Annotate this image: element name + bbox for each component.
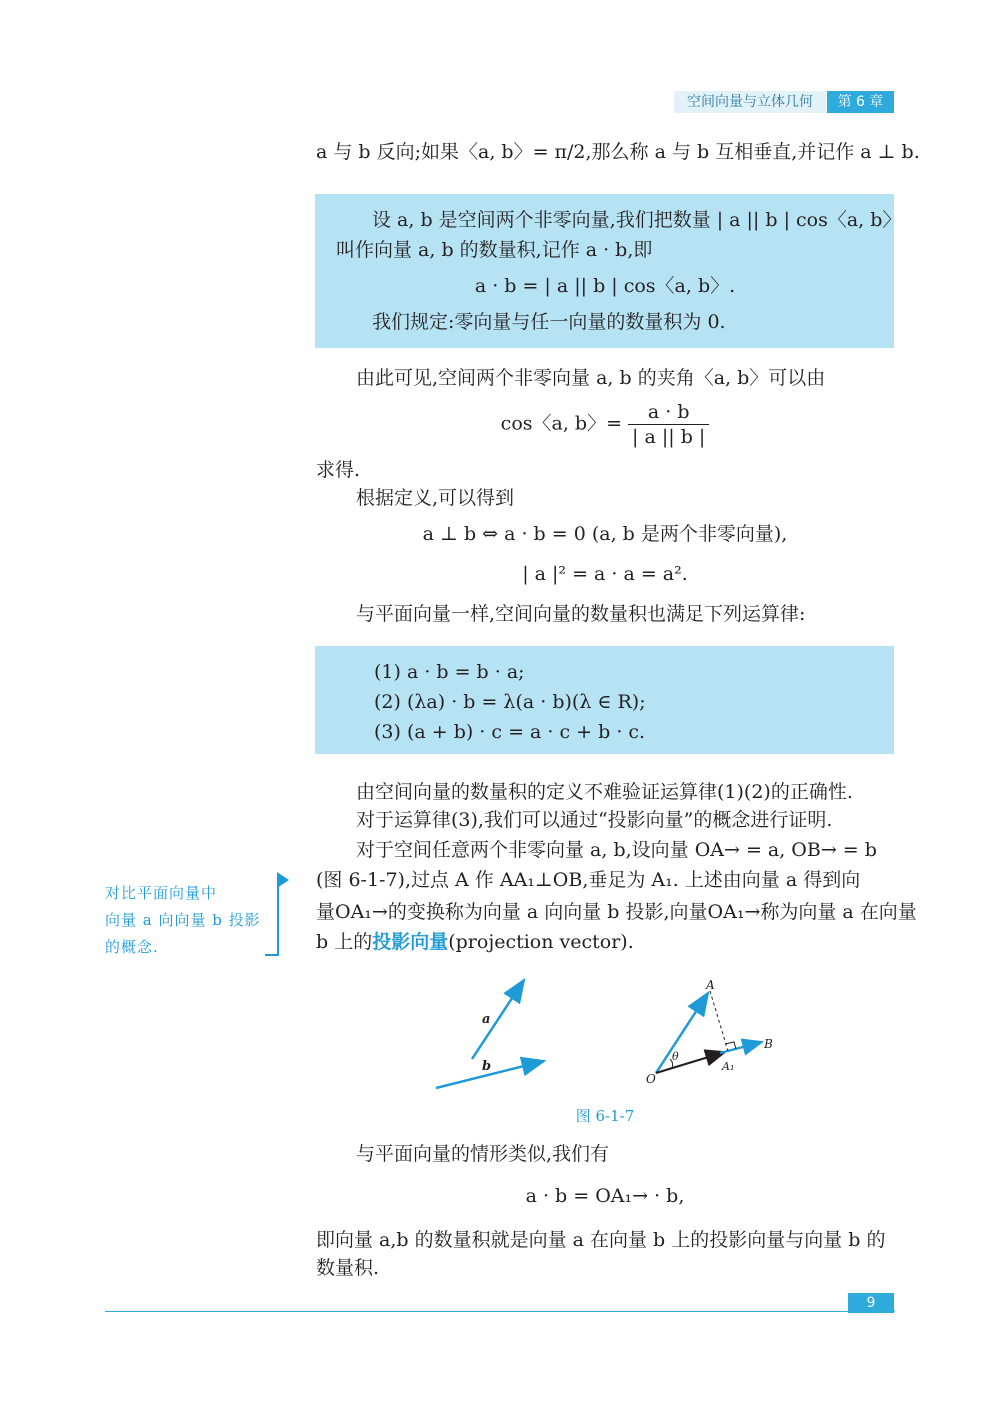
perpendicular-line: [710, 991, 728, 1051]
margin-pointer-icon: [277, 872, 289, 888]
text-line: (图 6-1-7),过点 A 作 AA₁⊥OB,垂足为 A₁. 上述由向量 a 得到向: [316, 869, 861, 891]
vector-OA: [656, 993, 708, 1073]
definition-line: 叫作向量 a, b 的数量积,记作 a · b,即: [336, 239, 653, 261]
text-line: 即向量 a,b 的数量积就是向量 a 在向量 b 上的投影向量与向量 b 的: [316, 1229, 886, 1251]
formula-line: | a |² = a · a = a².: [522, 563, 688, 585]
margin-note-line: 的概念.: [105, 938, 159, 956]
margin-bracket: [265, 880, 279, 956]
label-a: a: [482, 1012, 491, 1027]
figure-caption: 图 6-1-7: [575, 1107, 635, 1125]
figure-6-1-7: [420, 975, 800, 1090]
text-line: 数量积.: [316, 1257, 380, 1279]
law-line: (1) a · b = b · a;: [374, 661, 525, 683]
label-A: A: [706, 978, 715, 992]
definition-rule: 我们规定:零向量与任一向量的数量积为 0.: [372, 311, 726, 333]
text-line: 求得.: [316, 459, 361, 481]
running-header-title: 空间向量与立体几何: [674, 91, 826, 113]
label-A1: A₁: [722, 1060, 735, 1073]
formula-line: a · b = OA₁→ · b,: [525, 1185, 685, 1207]
law-line: (3) (a + b) · c = a · c + b · c.: [374, 721, 646, 743]
label-theta: θ: [672, 1050, 679, 1063]
definition-line: 设 a, b 是空间两个非零向量,我们把数量 | a || b | cos〈a, b〉: [372, 209, 902, 231]
key-term: 投影向量: [372, 931, 449, 953]
text-segment: b 上的: [316, 931, 373, 953]
formula-line: a ⊥ b ⇔ a · b = 0 (a, b 是两个非零向量),: [422, 523, 788, 545]
label-O: O: [646, 1072, 656, 1086]
cos-denominator: | a || b |: [632, 426, 706, 448]
text-line: 与平面向量一样,空间向量的数量积也满足下列运算律:: [356, 603, 806, 625]
cos-numerator: a · b: [628, 400, 709, 425]
vector-a: [472, 980, 524, 1059]
page-number: 9: [848, 1293, 894, 1313]
cos-formula: [316, 400, 894, 449]
margin-note: [105, 880, 270, 961]
margin-note-line: 对比平面向量中: [105, 884, 218, 902]
text-line: 由此可见,空间两个非零向量 a, b 的夹角〈a, b〉可以由: [356, 367, 826, 389]
label-b: b: [482, 1059, 492, 1074]
text-line: 根据定义,可以得到: [356, 487, 515, 509]
text-line: 量OA₁→的变换称为向量 a 向向量 b 投影,向量OA₁→称为向量 a 在向量: [316, 901, 917, 923]
margin-note-line: 向量 a 向向量 b 投影: [105, 911, 261, 929]
text-line: [316, 928, 634, 956]
cos-fraction: [628, 400, 709, 449]
text-segment: (projection vector).: [448, 931, 634, 953]
law-line: (2) (λa) · b = λ(a · b)(λ ∈ R);: [374, 691, 646, 713]
footer-rule: [105, 1311, 895, 1312]
cos-formula-left: cos〈a, b〉=: [500, 412, 622, 435]
label-B: B: [764, 1037, 773, 1051]
running-header-chapter: 第 6 章: [827, 91, 894, 113]
text-line: 对于空间任意两个非零向量 a, b,设向量 OA→ = a, OB→ = b: [356, 839, 877, 861]
text-line: a 与 b 反向;如果〈a, b〉= π/2,那么称 a 与 b 互相垂直,并记作 a ⊥ b.: [316, 141, 920, 163]
text-line: 与平面向量的情形类似,我们有: [356, 1143, 610, 1165]
text-line: 对于运算律(3),我们可以通过“投影向量”的概念进行证明.: [356, 809, 833, 831]
definition-formula: a · b = | a || b | cos〈a, b〉.: [474, 275, 736, 297]
text-line: 由空间向量的数量积的定义不难验证运算律(1)(2)的正确性.: [356, 781, 853, 803]
